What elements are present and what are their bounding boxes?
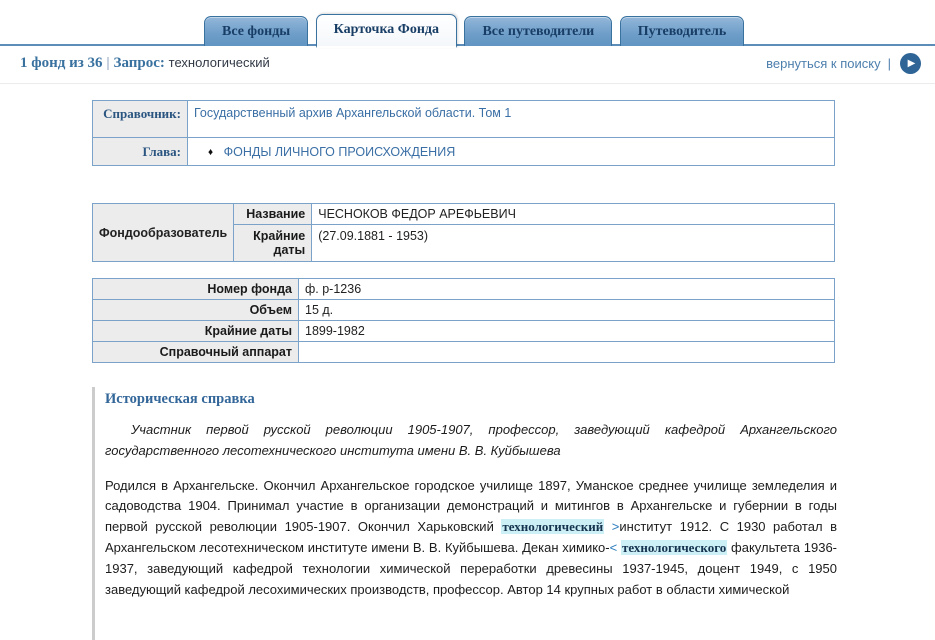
row-label: Глава: bbox=[93, 138, 188, 166]
query-summary bbox=[20, 55, 270, 72]
next-occurrence-arrow[interactable]: > bbox=[604, 519, 620, 535]
tab-fund-card[interactable] bbox=[316, 14, 457, 48]
search-term-highlight: технологического bbox=[621, 539, 727, 555]
fund-details-table bbox=[92, 278, 835, 363]
creator-group-label: Фондообразователь bbox=[93, 204, 234, 262]
row-label: Справочник: bbox=[93, 101, 188, 138]
tab-label: Карточка Фонда bbox=[333, 22, 439, 37]
fund-volume-value: 15 д. bbox=[299, 300, 835, 321]
row-value bbox=[188, 101, 835, 138]
separator: | bbox=[106, 55, 110, 71]
history-text: Родился в Архангельске. Окончил Архангельское городское училище 1897, Уманское среднее училище земледелия и садоводства 1904. Принимал участие в организации демонстраций и митингов в Архангельске и губернии в годы первой русской революции 1905-1907. Окончил Харьковский bbox=[105, 477, 837, 535]
row-label: Крайние даты bbox=[93, 321, 299, 342]
fund-dates-value: 1899-1982 bbox=[299, 321, 835, 342]
guide-link[interactable]: Государственный архив Архангельской области. Том 1 bbox=[194, 106, 512, 120]
tab-label: Все путеводители bbox=[482, 24, 595, 39]
separator: | bbox=[887, 56, 891, 71]
reference-table bbox=[92, 100, 835, 166]
tab-label: Все фонды bbox=[222, 24, 291, 39]
creator-name-value: ЧЕСНОКОВ ФЕДОР АРЕФЬЕВИЧ bbox=[312, 204, 835, 225]
fund-number-value: ф. р-1236 bbox=[299, 279, 835, 300]
row-label: Номер фонда bbox=[93, 279, 299, 300]
tab-all-guides[interactable] bbox=[464, 16, 612, 46]
table-row bbox=[93, 279, 835, 300]
row-label: Справочный аппарат bbox=[93, 342, 299, 363]
main-content bbox=[0, 100, 935, 363]
fund-refapparatus-value bbox=[299, 342, 835, 363]
history-title: Историческая справка bbox=[105, 391, 255, 407]
chapter-link[interactable]: ФОНДЫ ЛИЧНОГО ПРОИСХОЖДЕНИЯ bbox=[223, 144, 456, 159]
tab-all-funds[interactable] bbox=[204, 16, 308, 46]
search-term-highlight: технологический bbox=[502, 519, 604, 535]
table-row bbox=[93, 342, 835, 363]
prev-occurrence-arrow[interactable]: < bbox=[609, 539, 621, 555]
history-section bbox=[92, 387, 837, 640]
play-icon: ▶ bbox=[907, 57, 916, 69]
fund-creator-table bbox=[92, 203, 835, 262]
row-label: Крайние даты bbox=[234, 225, 312, 262]
table-row bbox=[93, 321, 835, 342]
table-row bbox=[93, 138, 835, 166]
tab-bar bbox=[0, 0, 935, 46]
result-count: 1 фонд из 36 bbox=[20, 55, 103, 71]
tab-guide[interactable] bbox=[620, 16, 745, 46]
table-row bbox=[93, 204, 835, 225]
table-row bbox=[93, 101, 835, 138]
query-bar bbox=[0, 46, 935, 84]
query-value: технологический bbox=[168, 55, 270, 70]
history-lead: Участник первой русской революции 1905-1907, профессор, заведующий кафедрой Архангельского государственного лесотехнического института имени В. В. Куйбышева bbox=[105, 422, 837, 458]
table-row bbox=[93, 300, 835, 321]
history-text: факультета 1936-1937, заведующий кафедрой технологии химической переработки древесины 1937-1945, доцент 1949, с 1950 заведующий кафедрой лесохимических производств, профессор. Автор 14 крупных работ в области химической bbox=[105, 539, 838, 597]
tab-label: Путеводитель bbox=[637, 24, 727, 39]
history-body bbox=[105, 476, 837, 601]
query-label: Запрос: bbox=[113, 55, 165, 71]
query-actions bbox=[766, 53, 921, 74]
history-text: институт 1912. С 1930 работал в Архангельском лесотехническом институте имени В. В. Куйбышева. Декан химико- bbox=[105, 519, 837, 555]
creator-dates-value: (27.09.1881 - 1953) bbox=[312, 225, 835, 262]
back-to-search-link[interactable]: вернуться к поиску bbox=[766, 56, 881, 71]
row-label: Объем bbox=[93, 300, 299, 321]
diamond-bullet-icon: ♦ bbox=[208, 146, 214, 158]
row-value bbox=[188, 138, 835, 166]
row-label: Название bbox=[234, 204, 312, 225]
next-result-button[interactable] bbox=[900, 53, 921, 74]
